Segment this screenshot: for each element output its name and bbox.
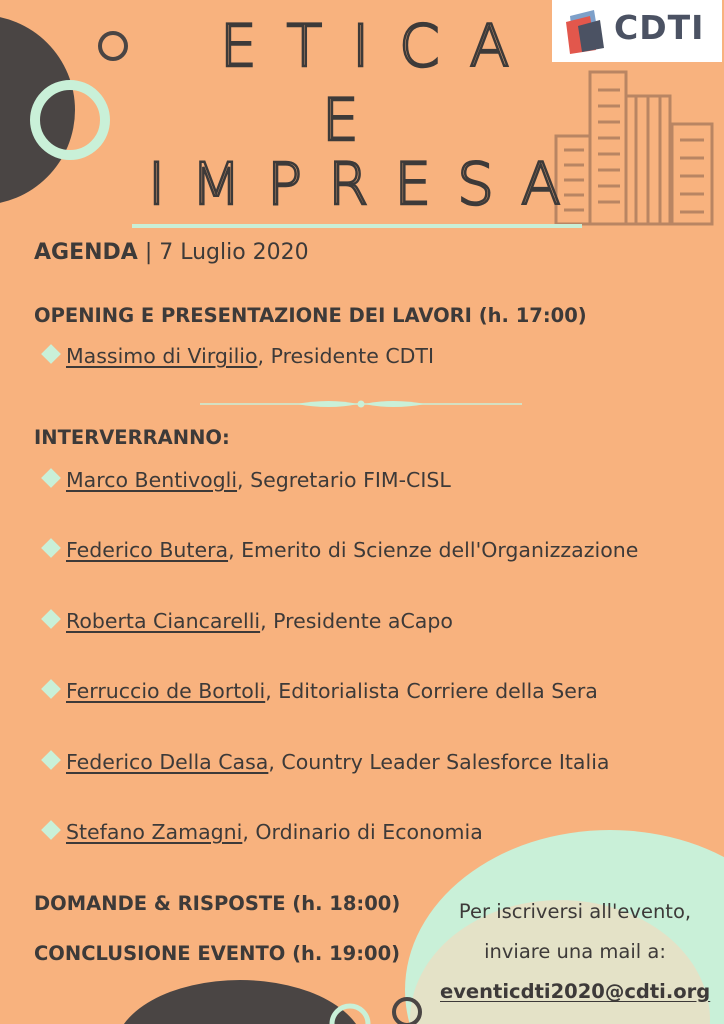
speaker-item xyxy=(40,609,453,633)
agenda-date: 7 Luglio 2020 xyxy=(159,240,309,265)
qa-heading: DOMANDE & RISPOSTE (h. 18:00) xyxy=(34,892,401,915)
speaker-name-link[interactable]: Federico Butera xyxy=(66,538,229,562)
speaker-role: , Editorialista Corriere della Sera xyxy=(265,679,598,703)
cdti-logo xyxy=(552,0,722,62)
title-line-2: E xyxy=(322,86,389,154)
speaker-role: , Presidente CDTI xyxy=(257,344,434,368)
speaker-name-link[interactable]: Marco Bentivogli xyxy=(66,468,238,492)
speaker-item xyxy=(40,750,609,774)
diamond-bullet-icon xyxy=(41,679,61,699)
opening-heading: OPENING E PRESENTAZIONE DEI LAVORI (h. 17:00) xyxy=(34,304,587,327)
speaker-role: , Emerito di Scienze dell'Organizzazione xyxy=(228,538,639,562)
ornament-divider xyxy=(200,395,522,413)
speaker-name-link[interactable]: Federico Della Casa xyxy=(66,750,269,774)
speaker-name-link[interactable]: Roberta Ciancarelli xyxy=(66,609,261,633)
diamond-bullet-icon xyxy=(41,609,61,629)
closing-heading: CONCLUSIONE EVENTO (h. 19:00) xyxy=(34,942,401,965)
diamond-bullet-icon xyxy=(41,538,61,558)
speaker-item xyxy=(40,679,598,703)
dark-semicircle-bottom xyxy=(115,980,365,1024)
interventions-heading: INTERVERRANNO: xyxy=(34,426,230,449)
agenda-line xyxy=(34,240,309,265)
speaker-role: , Country Leader Salesforce Italia xyxy=(268,750,610,774)
diamond-bullet-icon xyxy=(41,468,61,488)
title-line-3: IMPRESA xyxy=(148,150,587,218)
diamond-bullet-icon xyxy=(41,750,61,770)
opening-speaker xyxy=(40,344,434,368)
agenda-label: AGENDA xyxy=(34,240,138,265)
speaker-item xyxy=(40,468,451,492)
speaker-role: , Presidente aCapo xyxy=(260,609,453,633)
registration-line-2: inviare una mail a: xyxy=(484,940,666,963)
speaker-item xyxy=(40,538,638,562)
registration-email-link[interactable]: eventicdti2020@cdti.org xyxy=(440,980,711,1003)
title-underline xyxy=(132,224,582,228)
speaker-name-link[interactable]: Stefano Zamagni xyxy=(66,820,243,844)
speaker-name-link[interactable]: Massimo di Virgilio xyxy=(66,344,258,368)
title-line-1: ETICA xyxy=(220,12,540,80)
logo-text: CDTI xyxy=(614,8,705,47)
cdti-logo-icon xyxy=(560,6,610,56)
agenda-separator: | xyxy=(144,240,153,265)
speaker-role: , Ordinario di Economia xyxy=(242,820,483,844)
registration-line-1: Per iscriversi all'evento, xyxy=(458,900,692,923)
speaker-name-link[interactable]: Ferruccio de Bortoli xyxy=(66,679,266,703)
diamond-bullet-icon xyxy=(41,820,61,840)
speaker-role: , Segretario FIM-CISL xyxy=(237,468,451,492)
small-dark-ring xyxy=(100,33,126,59)
speaker-item xyxy=(40,820,483,844)
diamond-bullet-icon xyxy=(41,344,61,364)
